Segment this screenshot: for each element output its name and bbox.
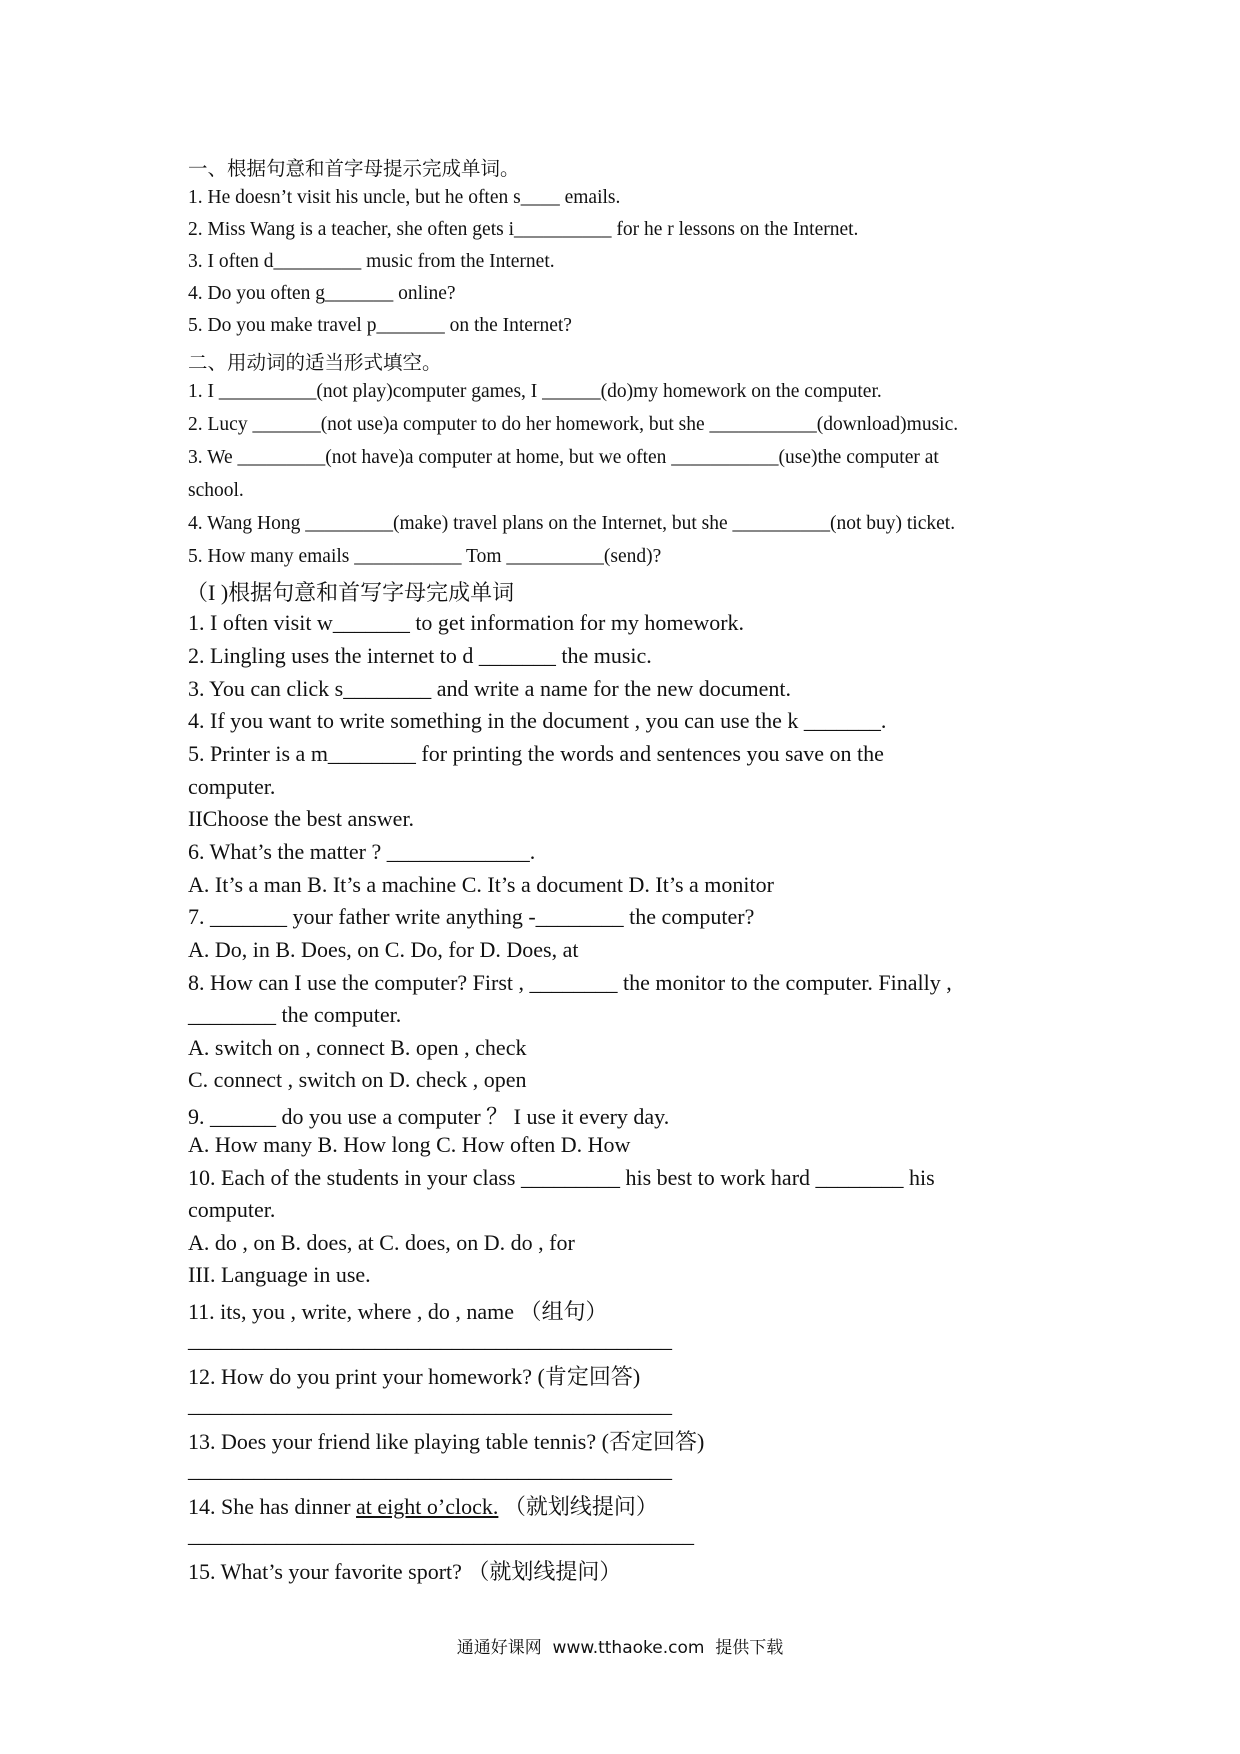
section1-item-2: 2. Miss Wang is a teacher, she often gets i__________ for he r lessons on the Internet. bbox=[188, 219, 859, 240]
question-11: 11. its, you , write, where , do , name （组句） bbox=[188, 1299, 608, 1324]
answer-line-12: ____________________________________________ bbox=[188, 1392, 672, 1417]
section1-item-4: 4. Do you often g_______ online? bbox=[188, 283, 456, 304]
section2-item-5: 5. How many emails ___________ Tom __________(send)? bbox=[188, 546, 662, 567]
part2-heading: IIChoose the best answer. bbox=[188, 806, 415, 831]
question-14-prefix: 14. She has dinner bbox=[188, 1494, 357, 1519]
part1-heading: （I )根据句意和首写字母完成单词 bbox=[186, 580, 515, 605]
section2-heading: 二、用动词的适当形式填空。 bbox=[188, 353, 442, 374]
footer-source: 通通好课网 www.tthaoke.com 提供下载 bbox=[456, 1638, 784, 1658]
question-8-options-cd: C. connect , switch on D. check , open bbox=[188, 1067, 527, 1092]
answer-line-11: ____________________________________________ bbox=[188, 1327, 672, 1352]
question-10: 10. Each of the students in your class _________ his best to work hard ________ his bbox=[188, 1165, 935, 1190]
part1-item-4: 4. If you want to write something in the document , you can use the k _______. bbox=[188, 708, 887, 733]
question-8-options-ab: A. switch on , connect B. open , check bbox=[188, 1035, 527, 1060]
question-15: 15. What’s your favorite sport? （就划线提问） bbox=[188, 1559, 622, 1584]
section1-heading: 一、根据句意和首字母提示完成单词。 bbox=[188, 159, 520, 180]
part1-item-1: 1. I often visit w_______ to get information for my homework. bbox=[188, 610, 745, 635]
part1-item-5: 5. Printer is a m________ for printing the words and sentences you save on the bbox=[188, 741, 884, 766]
question-9: 9. ______ do you use a computer ？ I use it every day. bbox=[188, 1104, 670, 1129]
answer-line-14: ______________________________________________ bbox=[188, 1522, 694, 1547]
question-10-options: A. do , on B. does, at C. does, on D. do , for bbox=[188, 1230, 575, 1255]
question-14 bbox=[188, 1490, 658, 1521]
answer-line-13: ____________________________________________ bbox=[188, 1457, 672, 1482]
question-10-continued: computer. bbox=[188, 1197, 276, 1222]
section1-item-3: 3. I often d_________ music from the Internet. bbox=[188, 251, 555, 272]
question-6: 6. What’s the matter ? _____________. bbox=[188, 839, 536, 864]
question-7-options: A. Do, in B. Does, on C. Do, for D. Does, at bbox=[188, 937, 579, 962]
question-14-suffix: （就划线提问） bbox=[498, 1494, 658, 1519]
question-12: 12. How do you print your homework? (肯定回答) bbox=[188, 1364, 641, 1389]
question-8: 8. How can I use the computer? First , ________ the monitor to the computer. Finally , bbox=[188, 970, 952, 995]
section1-item-5: 5. Do you make travel p_______ on the Internet? bbox=[188, 315, 572, 336]
question-8-continued: ________ the computer. bbox=[188, 1002, 402, 1027]
part1-item-5-continued: computer. bbox=[188, 774, 276, 799]
section1-item-1: 1. He doesn’t visit his uncle, but he often s____ emails. bbox=[188, 187, 621, 208]
question-7: 7. _______ your father write anything -________ the computer? bbox=[188, 904, 755, 929]
part3-heading: III. Language in use. bbox=[188, 1262, 371, 1287]
section2-item-3-continued: school. bbox=[188, 480, 244, 501]
part1-item-2: 2. Lingling uses the internet to d _______ the music. bbox=[188, 643, 652, 668]
section2-item-1: 1. I __________(not play)computer games, I ______(do)my homework on the computer. bbox=[188, 381, 882, 402]
section2-item-4: 4. Wang Hong _________(make) travel plans on the Internet, but she __________(not buy) ticket. bbox=[188, 513, 956, 534]
question-9-options: A. How many B. How long C. How often D. How bbox=[188, 1132, 631, 1157]
section2-item-3: 3. We _________(not have)a computer at home, but we often ___________(use)the computer at bbox=[188, 447, 939, 468]
question-14-underlined: at eight o’clock. bbox=[356, 1494, 499, 1519]
section2-item-2: 2. Lucy _______(not use)a computer to do her homework, but she ___________(download)music. bbox=[188, 414, 959, 435]
question-13: 13. Does your friend like playing table tennis? (否定回答) bbox=[188, 1429, 705, 1454]
part1-item-3: 3. You can click s________ and write a name for the new document. bbox=[188, 676, 792, 701]
question-6-options: A. It’s a man B. It’s a machine C. It’s a document D. It’s a monitor bbox=[188, 872, 774, 897]
